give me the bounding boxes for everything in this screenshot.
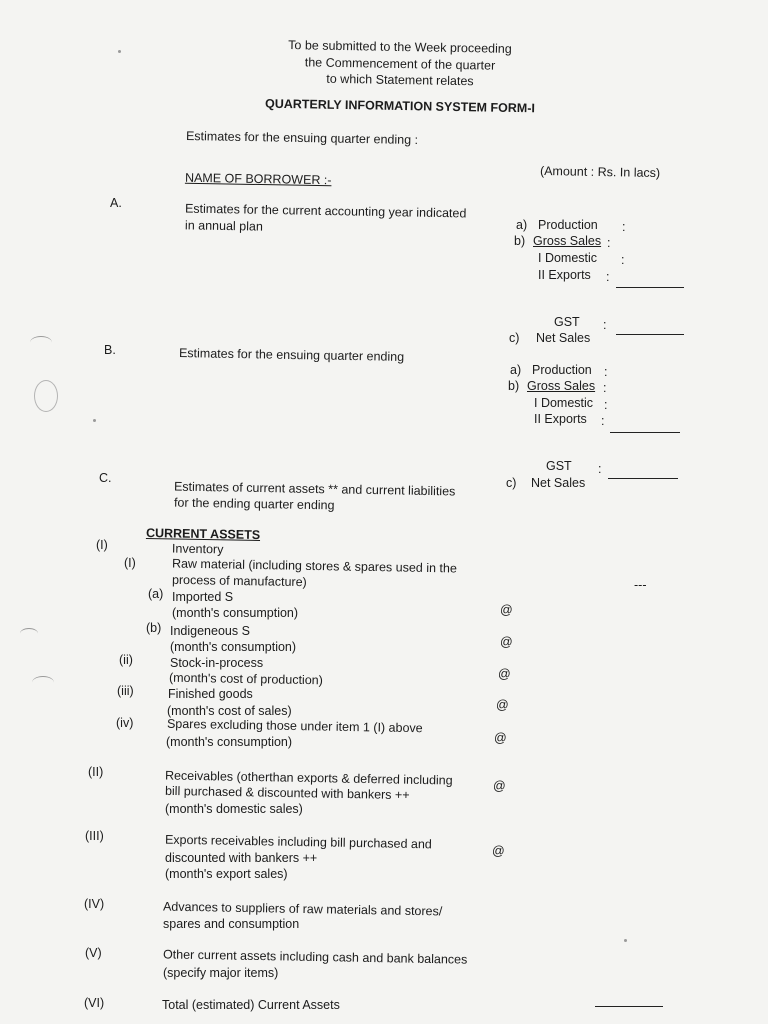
section-b-domestic: I Domestic [534, 396, 594, 410]
at-sign: @ [493, 779, 506, 793]
section-b-c-label: c) [506, 476, 517, 490]
section-a-net-sales: Net Sales [536, 331, 591, 345]
punch-hole-mark [32, 676, 54, 689]
colon: : [622, 220, 626, 234]
imported-label: Imported S [172, 590, 234, 604]
colon: : [603, 381, 607, 395]
colon: : [607, 236, 611, 250]
receivables-line2: bill purchased & discounted with bankers ++ [164, 783, 410, 803]
indigenous-sub: (month's consumption) [170, 640, 297, 654]
section-a-gross-sales: Gross Sales [533, 234, 602, 248]
amount-unit: (Amount : Rs. In lacs) [539, 163, 661, 181]
item-IV-number: (IV) [84, 897, 105, 911]
item-VI-number: (VI) [84, 996, 105, 1010]
current-assets-heading: CURRENT ASSETS [145, 526, 261, 542]
punch-hole-mark [30, 336, 52, 349]
stock-in-process-label: Stock-in-process [170, 656, 264, 670]
item-III-number: (III) [85, 829, 104, 843]
submission-note-line1: To be submitted to the Week proceeding [288, 38, 512, 56]
imported-sub: (month's consumption) [172, 606, 299, 620]
item-iii-number: (iii) [117, 684, 134, 698]
raw-material-line1: Raw material (including stores & spares used in the [171, 556, 457, 576]
section-c-text-line1: Estimates of current assets ** and current liabilities [173, 479, 456, 499]
section-a-production: Production [538, 218, 598, 232]
stock-in-process-sub: (month's cost of production) [168, 670, 323, 688]
finished-goods-label: Finished goods [168, 687, 253, 701]
section-a-text-line1: Estimates for the current accounting year indicated [184, 201, 467, 221]
section-a-marker: A. [110, 196, 122, 210]
exports-receivables-line3: (month's export sales) [165, 867, 288, 881]
section-b-production: Production [532, 363, 592, 377]
total-current-assets-blank [595, 1006, 663, 1007]
section-b-marker: B. [104, 343, 116, 357]
submission-note-line2: the Commencement of the quarter [304, 55, 496, 73]
exports-receivables-line2: discounted with bankers ++ [165, 851, 318, 865]
raw-material-line2: process of manufacture) [171, 572, 307, 590]
section-a-exports: II Exports [538, 268, 591, 282]
section-b-text: Estimates for the ensuing quarter ending [178, 346, 405, 364]
colon: : [603, 318, 607, 332]
section-a-c-label: c) [509, 331, 520, 345]
section-a-b-label: b) [514, 234, 526, 248]
item-i-number: (I) [124, 556, 136, 570]
colon: : [598, 462, 602, 476]
other-assets-line1: Other current assets including cash and bank balances [162, 947, 468, 967]
section-a-gst: GST [554, 315, 580, 329]
section-a-gst-blank [616, 334, 684, 335]
scan-speck [624, 939, 627, 942]
scan-speck [118, 50, 121, 53]
inventory-label: Inventory [171, 541, 224, 557]
section-b-gross-sales: Gross Sales [527, 379, 596, 393]
at-sign: @ [492, 844, 505, 858]
at-sign: @ [498, 667, 511, 681]
item-I-number: (I) [96, 538, 108, 552]
item-V-number: (V) [85, 946, 102, 960]
colon: : [604, 365, 608, 379]
estimates-quarter-ending: Estimates for the ensuing quarter ending : [185, 128, 419, 148]
section-b-gst-blank [608, 478, 678, 479]
exports-receivables-line1: Exports receivables including bill purchased and [164, 832, 432, 852]
at-sign: @ [494, 731, 507, 745]
section-b-gst: GST [546, 459, 572, 473]
total-current-assets-label: Total (estimated) Current Assets [162, 998, 340, 1012]
item-ii-number: (ii) [119, 653, 133, 667]
section-a-domestic: I Domestic [538, 251, 598, 265]
section-a-exports-blank [616, 287, 684, 288]
at-sign: @ [500, 635, 513, 649]
punch-hole-mark [20, 628, 38, 639]
colon: : [604, 398, 608, 412]
indigenous-label: Indigeneous S [170, 624, 250, 638]
item-b-label: (b) [146, 621, 162, 635]
at-sign: @ [500, 603, 513, 617]
item-iv-number: (iv) [116, 716, 134, 730]
section-b-exports-blank [610, 432, 680, 433]
section-a-text-line2: in annual plan [184, 218, 263, 234]
form-title: QUARTERLY INFORMATION SYSTEM FORM-I [264, 96, 536, 116]
raw-material-dash: --- [634, 578, 647, 592]
section-b-a-label: a) [510, 363, 522, 377]
finished-goods-sub: (month's cost of sales) [167, 704, 292, 718]
advances-line1: Advances to suppliers of raw materials and stores/ [162, 899, 443, 919]
receivables-line1: Receivables (otherthan exports & deferred including [164, 768, 453, 788]
section-b-b-label: b) [508, 379, 520, 393]
colon: : [601, 414, 605, 428]
item-II-number: (II) [88, 765, 104, 779]
colon: : [621, 253, 625, 267]
advances-line2: spares and consumption [163, 917, 300, 931]
section-b-net-sales: Net Sales [531, 476, 586, 490]
section-a-a-label: a) [516, 218, 528, 232]
item-a-label: (a) [148, 587, 164, 601]
section-c-marker: C. [99, 471, 112, 485]
borrower-name-label: NAME OF BORROWER :- [184, 170, 332, 188]
section-b-exports: II Exports [534, 412, 587, 426]
section-c-text-line2: for the ending quarter ending [173, 495, 335, 513]
colon: : [606, 270, 610, 284]
scan-speck [93, 419, 96, 422]
submission-note-line3: to which Statement relates [326, 71, 474, 89]
receivables-line3: (month's domestic sales) [165, 802, 303, 816]
at-sign: @ [496, 698, 509, 712]
spares-label: Spares excluding those under item 1 (I) above [166, 716, 423, 736]
other-assets-line2: (specify major items) [163, 966, 279, 980]
spares-sub: (month's consumption) [166, 735, 293, 749]
punch-hole-mark [34, 380, 58, 412]
